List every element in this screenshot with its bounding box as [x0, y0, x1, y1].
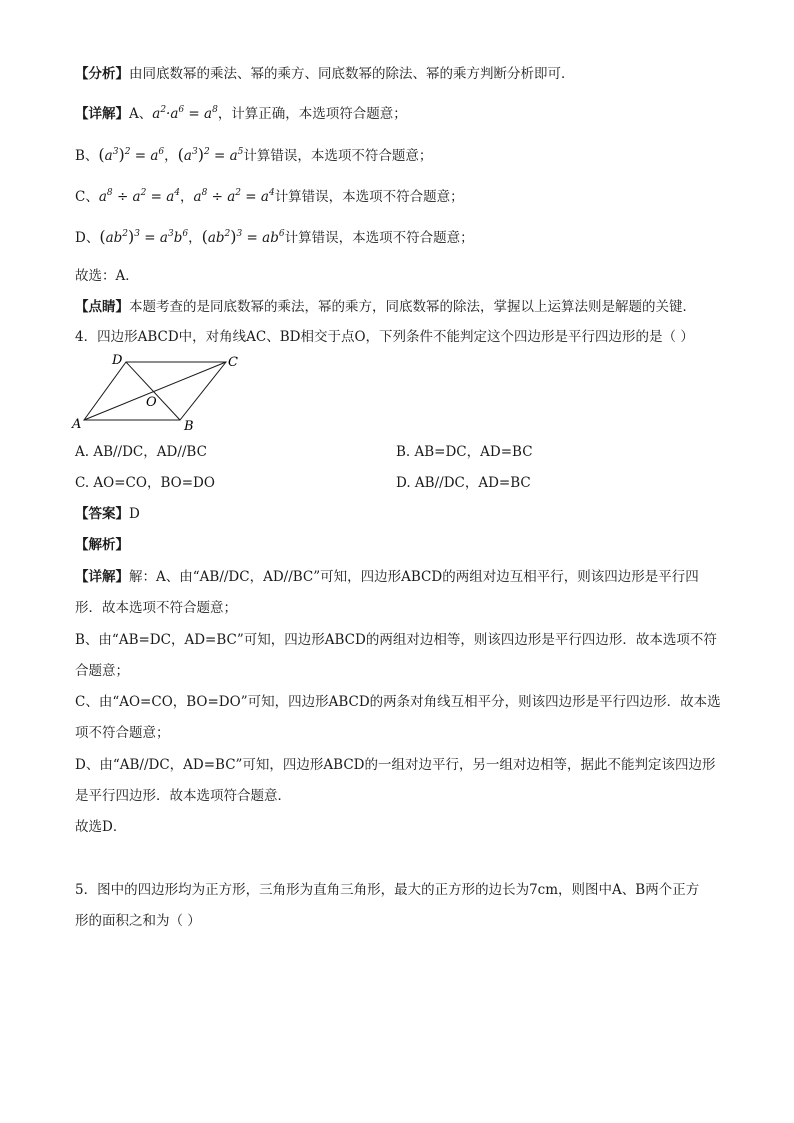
q4-choose: 故选D． — [75, 819, 127, 835]
answer-value: D — [129, 506, 140, 522]
option-prefix: A、 — [129, 106, 153, 122]
formula-c1: $a^8 \div a^2 = a^4$ — [98, 188, 181, 205]
label-b: B — [184, 419, 194, 434]
option-prefix: B、 — [75, 148, 99, 164]
detail-c-text: 计算错误，本选项不符合题意； — [274, 189, 464, 205]
formula-d2: $(ab^2)^3 = ab^6$ — [201, 227, 285, 246]
q3-detail-a — [75, 104, 407, 124]
formula-a: $a^2\cdot a^6 = a^8$ — [152, 105, 218, 122]
q4-answer — [75, 504, 140, 524]
q4-option-d: D. AB//DC，AD=BC — [396, 475, 531, 491]
option-prefix: C、 — [75, 189, 99, 205]
comment-label: 【点睛】 — [75, 299, 129, 315]
q4-detail-b-line1: B、由“AB=DC，AD=BC”可知，四边形ABCD的两组对边相等，则该四边形是平行四边形．故本选项不符 — [75, 632, 717, 648]
q3-detail-b: B、$(a^3)^2 = a^6$，$(a^3)^2 = a^5$计算错误，本选项不符合题意； — [75, 145, 433, 164]
formula-d1: $(ab^2)^3 = a^3b^6$ — [99, 227, 189, 246]
q4-stem: 4．四边形ABCD中，对角线AC、BD相交于点O，下列条件不能判定这个四边形是平行四边形的是（ ） — [75, 329, 694, 345]
q4-option-a: A. AB//DC，AD//BC — [75, 444, 207, 460]
detail-a-text: 解：A、由“AB//DC，AD//BC”可知，四边形ABCD的两组对边互相平行，则该四边形是平行四 — [129, 569, 699, 585]
q4-detail-b-line2: 合题意； — [75, 663, 129, 679]
q3-analysis — [75, 64, 575, 84]
q4-detail-c-line2: 项不符合题意； — [75, 725, 170, 741]
q4-detail-d-line2: 是平行四边形．故本选项符合题意． — [75, 788, 291, 804]
diagonal-bd — [126, 362, 180, 420]
comment-text: 本题考查的是同底数幂的乘法，幂的乘方，同底数幂的除法，掌握以上运算法则是解题的关键． — [129, 299, 696, 315]
analysis-label: 【分析】 — [75, 66, 129, 82]
formula-b2: $(a^3)^2 = a^5$ — [177, 145, 244, 164]
analysis-text: 由同底数幂的乘法、幂的乘方、同底数幂的除法、幂的乘方判断分析即可． — [129, 66, 575, 82]
detail-b-text: 计算错误，本选项不符合题意； — [243, 148, 433, 164]
q4-option-c: C. AO=CO，BO=DO — [75, 475, 215, 491]
q3-detail-d: D、$(ab^2)^3 = a^3b^6$，$(ab^2)^3 = ab^6$计算错误，本选项不符合题意； — [75, 227, 474, 246]
q4-detail-a-line2: 形．故本选项不符合题意； — [75, 600, 237, 616]
option-prefix: D、 — [75, 230, 100, 246]
parallelogram-figure — [70, 350, 250, 435]
detail-label: 【详解】 — [75, 106, 129, 122]
q4-detail-d-line1: D、由“AB//DC，AD=BC”可知，四边形ABCD的一组对边平行，另一组对边相等，据此不能判定该四边形 — [75, 757, 716, 773]
label-a: A — [72, 417, 82, 432]
q3-detail-c: C、$a^8 \div a^2 = a^4$，$a^8 \div a^2 = a^4$计算错误，本选项不符合题意； — [75, 188, 464, 205]
q4-explain-label: 【解析】 — [75, 537, 129, 553]
q4-option-b: B. AB=DC，AD=BC — [396, 444, 533, 460]
q3-choose: 故选：A． — [75, 268, 139, 284]
label-c: C — [228, 355, 238, 370]
q5-stem-line2: 形的面积之和为（ ） — [75, 913, 201, 929]
q4-detail-c-line1: C、由“AO=CO，BO=DO”可知，四边形ABCD的两条对角线互相平分，则该四边形是平行四边形．故本选 — [75, 694, 721, 710]
q5-stem-line1: 5．图中的四边形均为正方形，三角形为直角三角形，最大的正方形的边长为7cm，则图中A、B两个正方 — [75, 882, 700, 898]
q3-comment — [75, 297, 696, 317]
detail-label: 【详解】 — [75, 569, 129, 585]
answer-label: 【答案】 — [75, 506, 129, 522]
label-o: O — [146, 395, 157, 410]
formula-b1: $(a^3)^2 = a^6$ — [98, 145, 165, 164]
formula-c2: $a^8 \div a^2 = a^4$ — [193, 188, 275, 205]
detail-d-text: 计算错误，本选项不符合题意； — [284, 230, 474, 246]
detail-a-text: ，计算正确，本选项符合题意； — [217, 106, 407, 122]
q4-detail-a-line1 — [75, 567, 699, 587]
label-d: D — [112, 353, 123, 368]
